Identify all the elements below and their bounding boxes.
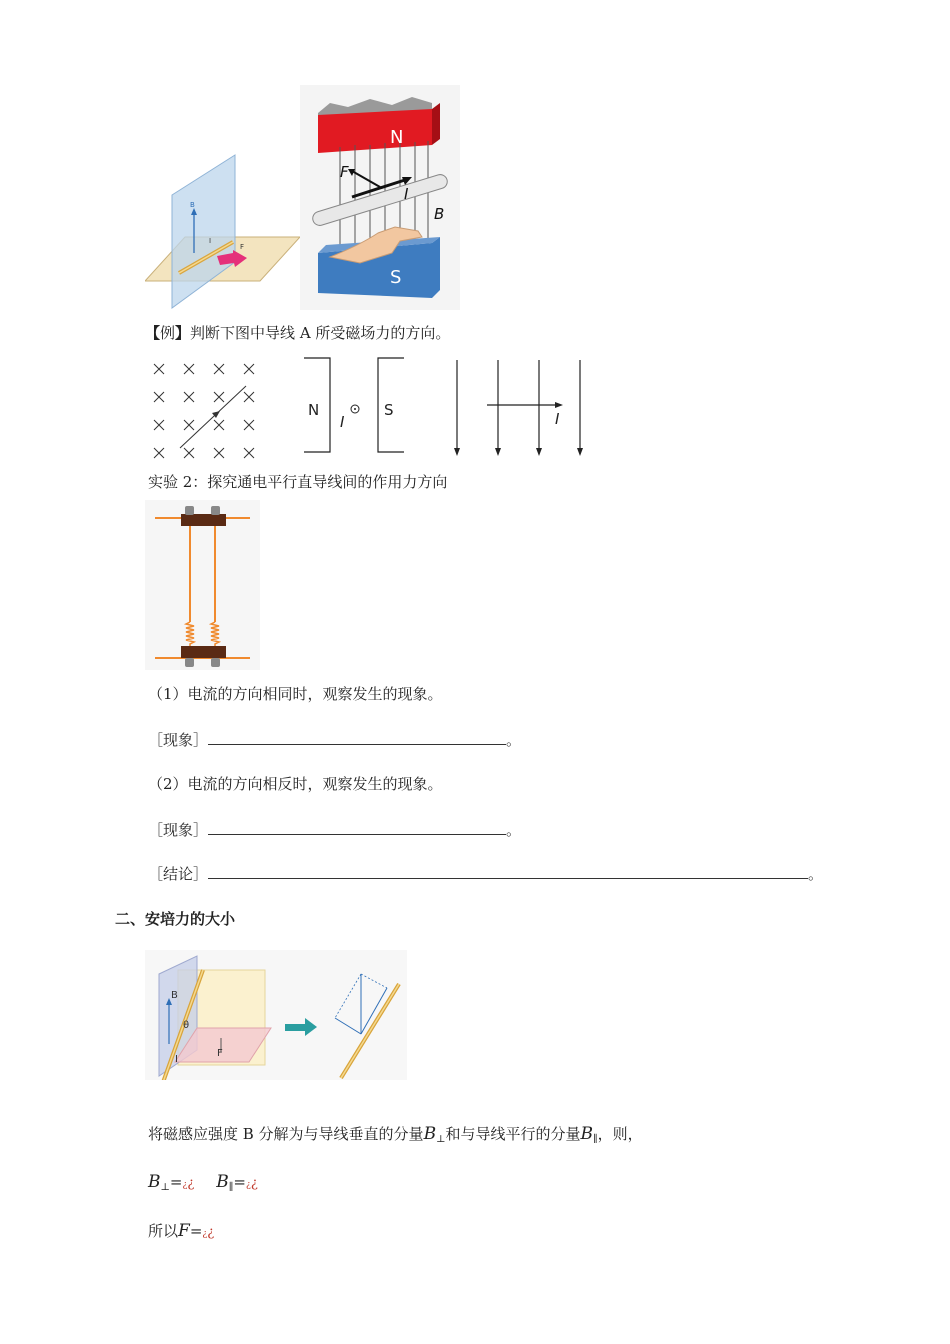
observation-1-end: 。 xyxy=(506,731,522,749)
observation-2 xyxy=(148,820,521,840)
observation-2-label: ［现象］ xyxy=(148,821,209,839)
question-2: （2）电流的方向相反时，观察发生的现象。 xyxy=(148,775,443,793)
section-heading: 二、安培力的大小 xyxy=(115,910,236,928)
downward-field-figure xyxy=(445,358,590,458)
placeholder-1: ¿ xyxy=(182,1180,188,1190)
b-parallel-symbol: B xyxy=(580,1124,593,1144)
formula-b-parallel: B xyxy=(216,1172,229,1192)
formula-force xyxy=(148,1221,214,1244)
decomposition-text-a: 将磁感应强度 B 分解为与导线垂直的分量 xyxy=(148,1125,424,1143)
observation-2-blank[interactable] xyxy=(208,820,506,835)
current-label: I xyxy=(404,185,409,203)
left-hand-rule-diagram xyxy=(300,85,460,310)
example-prompt xyxy=(145,323,450,343)
force-label: F xyxy=(340,163,349,181)
magnet-s-label: S xyxy=(384,401,394,419)
i-label: I xyxy=(209,237,212,245)
observation-1-blank[interactable] xyxy=(208,730,506,745)
b-field-label: B xyxy=(171,990,178,1001)
magnet-n-label: N xyxy=(308,401,320,419)
f-label: F xyxy=(240,243,245,251)
formula-eq-1: = xyxy=(169,1173,183,1191)
formula-prefix: 所以 xyxy=(148,1222,179,1240)
experiment-title: 实验 2：探究通电平行直导线间的作用力方向 xyxy=(148,473,448,491)
formula-b-perp: B xyxy=(148,1172,161,1192)
observation-1-label: ［现象］ xyxy=(148,731,209,749)
placeholder-3: ¿ xyxy=(246,1180,251,1190)
formula-f: F xyxy=(178,1221,190,1241)
n-pole-label: N xyxy=(390,127,404,148)
theta-label: θ xyxy=(183,1020,190,1031)
observation-2-end: 。 xyxy=(506,821,522,839)
example-text: 判断下图中导线 A 所受磁场力的方向。 xyxy=(190,324,451,342)
question-1: （1）电流的方向相同时，观察发生的现象。 xyxy=(148,685,443,703)
magnet-poles-figure xyxy=(300,355,410,455)
parallel-subscript: ∥ xyxy=(592,1134,598,1145)
decomposition-text xyxy=(148,1124,643,1150)
f-force-label: F xyxy=(217,1048,223,1059)
wire-current-label-2: I xyxy=(555,410,560,428)
formula-components xyxy=(148,1172,258,1198)
formula-eq-3: = xyxy=(189,1222,203,1240)
formula-eq-2: = xyxy=(233,1173,246,1191)
placeholder-2: ¿ xyxy=(187,1176,195,1191)
planes-force-diagram xyxy=(145,150,305,315)
decomposition-text-b: 和与导线平行的分量 xyxy=(445,1125,581,1143)
example-tag: 例 xyxy=(160,324,176,342)
s-pole-label: S xyxy=(390,267,402,288)
formula-perp-sub: ⊥ xyxy=(160,1182,170,1193)
field-decomposition-diagram xyxy=(145,950,407,1080)
formula-par-sub: ∥ xyxy=(228,1182,234,1193)
conclusion-label: ［结论］ xyxy=(148,865,209,883)
field-label: B xyxy=(434,205,445,223)
placeholder-5: ¿ xyxy=(202,1229,208,1239)
placeholder-4: ¿ xyxy=(250,1176,258,1191)
conclusion xyxy=(148,864,823,884)
parallel-wires-apparatus xyxy=(145,500,260,670)
conclusion-blank[interactable] xyxy=(208,864,808,879)
b-label: B xyxy=(190,201,195,209)
magnetic-field-into-page-figure xyxy=(148,358,268,463)
wire-current-label: I xyxy=(340,413,345,431)
b-perp-symbol: B xyxy=(423,1124,437,1144)
conclusion-end: 。 xyxy=(808,865,824,883)
observation-1 xyxy=(148,730,521,750)
example-bracket-close: 】 xyxy=(175,324,191,342)
placeholder-6: ¿ xyxy=(207,1225,215,1240)
i-current-label: I xyxy=(175,1054,178,1065)
example-bracket-open: 【 xyxy=(145,324,161,342)
decomposition-text-c: ，则， xyxy=(597,1125,643,1143)
perp-subscript: ⊥ xyxy=(436,1134,446,1145)
